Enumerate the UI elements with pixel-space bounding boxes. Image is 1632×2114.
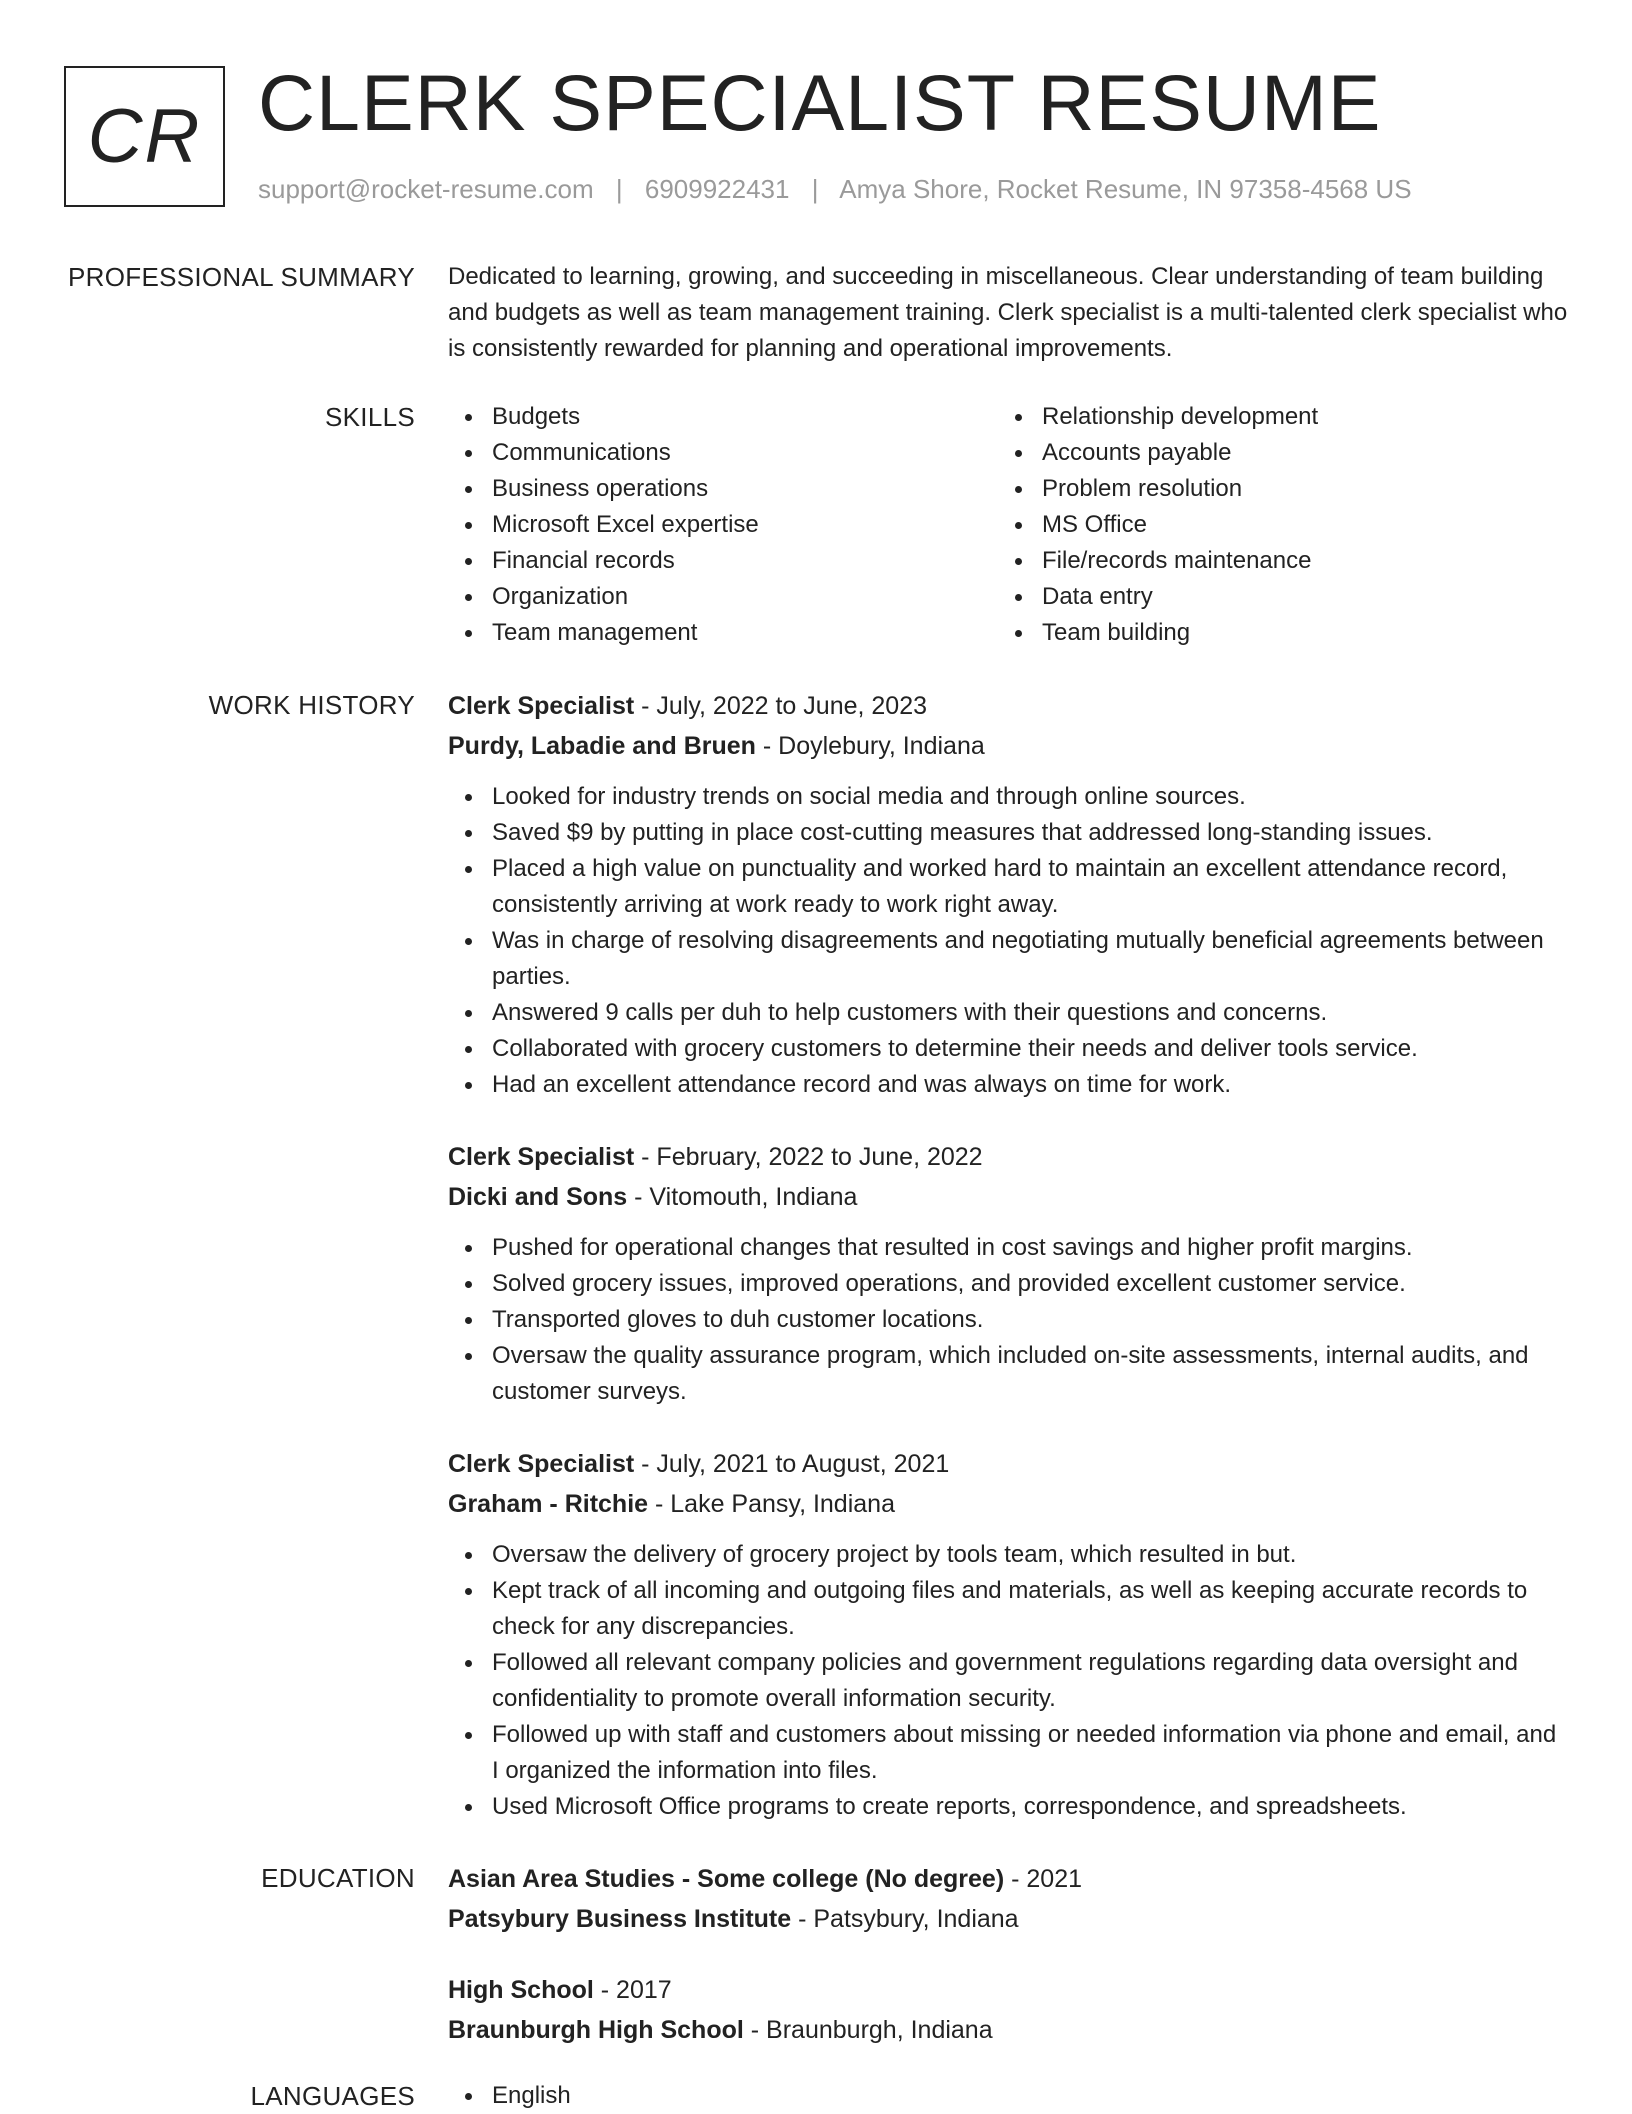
resume-title: CLERK SPECIALIST RESUME [258,58,1382,147]
job-bullet: Collaborated with grocery customers to determine their needs and deliver tools service. [448,1031,1568,1067]
contact-separator: | [811,174,819,204]
skill-item: Team management [448,615,968,651]
summary-text: Dedicated to learning, growing, and succeeding in miscellaneous. Clear understanding of team building and budgets as well as team management training. Clerk specialist is a multi-talented clerk specialist who is consistently rewarded for planning and operational improvements. [448,263,1568,362]
education-school-line [448,1900,1082,1938]
skill-item: Financial records [448,543,968,579]
skill-item: Communications [448,435,968,471]
job-dates: - February, 2022 to June, 2022 [634,1143,983,1171]
job-role: Clerk Specialist [448,1450,635,1478]
job-entry [448,1138,1568,1410]
skill-item: Microsoft Excel expertise [448,507,968,543]
job-bullet: Used Microsoft Office programs to create reports, correspondence, and spreadsheets. [448,1789,1568,1825]
job-title-line [448,687,1568,725]
job-bullet: Was in charge of resolving disagreements and negotiating mutually beneficial agreements between parties. [448,923,1568,995]
skill-item: Budgets [448,399,968,435]
contact-email: support@rocket-resume.com [258,174,594,204]
contact-separator: | [615,174,623,204]
job-role: Clerk Specialist [448,692,635,720]
education-degree: Asian Area Studies - Some college (No degree) [448,1865,1005,1893]
job-bullet: Pushed for operational changes that resulted in cost savings and higher profit margins. [448,1230,1568,1266]
skill-item: Team building [998,615,1518,651]
monogram-badge: CR [64,66,225,207]
job-company-line [448,1178,1568,1216]
language-item: English [448,2078,1568,2114]
job-company-line [448,727,1568,765]
skill-item: Organization [448,579,968,615]
skills-list-left [448,399,968,651]
job-entry [448,687,1568,1103]
education-heading: EDUCATION [261,1863,415,1893]
job-bullet: Looked for industry trends on social media and through online sources. [448,779,1568,815]
job-bullet: Answered 9 calls per duh to help customers with their questions and concerns. [448,995,1568,1031]
education-year: - 2017 [593,1976,672,2004]
job-bullet: Oversaw the quality assurance program, which included on-site assessments, internal audits, and customer surveys. [448,1338,1568,1410]
education-entry [448,1860,1082,1938]
skills-heading: SKILLS [325,402,415,432]
education-location: - Braunburgh, Indiana [743,2016,993,2044]
job-bullet: Solved grocery issues, improved operations, and provided excellent customer service. [448,1266,1568,1302]
languages-heading: LANGUAGES [250,2081,415,2111]
job-bullets [448,1230,1568,1410]
skill-item: Relationship development [998,399,1518,435]
job-company: Graham - Ritchie [448,1490,649,1518]
education-degree-line [448,1971,993,2009]
skill-item: File/records maintenance [998,543,1518,579]
summary-heading: PROFESSIONAL SUMMARY [68,262,415,292]
contact-address: Amya Shore, Rocket Resume, IN 97358-4568 US [839,174,1412,204]
job-bullet: Kept track of all incoming and outgoing files and materials, as well as keeping accurate records to check for any discrepancies. [448,1573,1568,1645]
education-year: - 2021 [1004,1865,1083,1893]
contact-phone: 6909922431 [644,174,790,204]
job-dates: - July, 2022 to June, 2023 [634,692,928,720]
job-location: - Vitomouth, Indiana [627,1183,858,1211]
education-school: Patsybury Business Institute [448,1905,792,1933]
skills-list-right [998,399,1518,651]
education-degree: High School [448,1976,594,2004]
job-bullet: Had an excellent attendance record and was always on time for work. [448,1067,1568,1103]
job-location: - Doylebury, Indiana [755,732,985,760]
job-company: Dicki and Sons [448,1183,628,1211]
job-dates: - July, 2021 to August, 2021 [634,1450,950,1478]
skill-item: Accounts payable [998,435,1518,471]
job-bullets [448,1537,1568,1825]
job-title-line [448,1445,1568,1483]
job-entry [448,1445,1568,1825]
skill-item: Problem resolution [998,471,1518,507]
skill-item: MS Office [998,507,1518,543]
languages-list [448,2078,1568,2114]
job-location: - Lake Pansy, Indiana [648,1490,895,1518]
job-bullet: Oversaw the delivery of grocery project by tools team, which resulted in but. [448,1537,1568,1573]
job-bullets [448,779,1568,1103]
work-history-heading: WORK HISTORY [208,690,415,720]
contact-line [258,174,1412,205]
skill-item: Business operations [448,471,968,507]
education-degree-line [448,1860,1082,1898]
education-location: - Patsybury, Indiana [791,1905,1019,1933]
job-bullet: Followed all relevant company policies and government regulations regarding data oversight and confidentiality to promote overall information security. [448,1645,1568,1717]
job-title-line [448,1138,1568,1176]
job-bullet: Followed up with staff and customers about missing or needed information via phone and email, and I organized the information into files. [448,1717,1568,1789]
education-school-line [448,2011,993,2049]
job-bullet: Transported gloves to duh customer locations. [448,1302,1568,1338]
education-school: Braunburgh High School [448,2016,744,2044]
education-entry [448,1971,993,2049]
job-role: Clerk Specialist [448,1143,635,1171]
job-bullet: Saved $9 by putting in place cost-cutting measures that addressed long-standing issues. [448,815,1568,851]
job-company: Purdy, Labadie and Bruen [448,732,756,760]
job-company-line [448,1485,1568,1523]
job-bullet: Placed a high value on punctuality and worked hard to maintain an excellent attendance record, consistently arriving at work ready to work right away. [448,851,1568,923]
skill-item: Data entry [998,579,1518,615]
